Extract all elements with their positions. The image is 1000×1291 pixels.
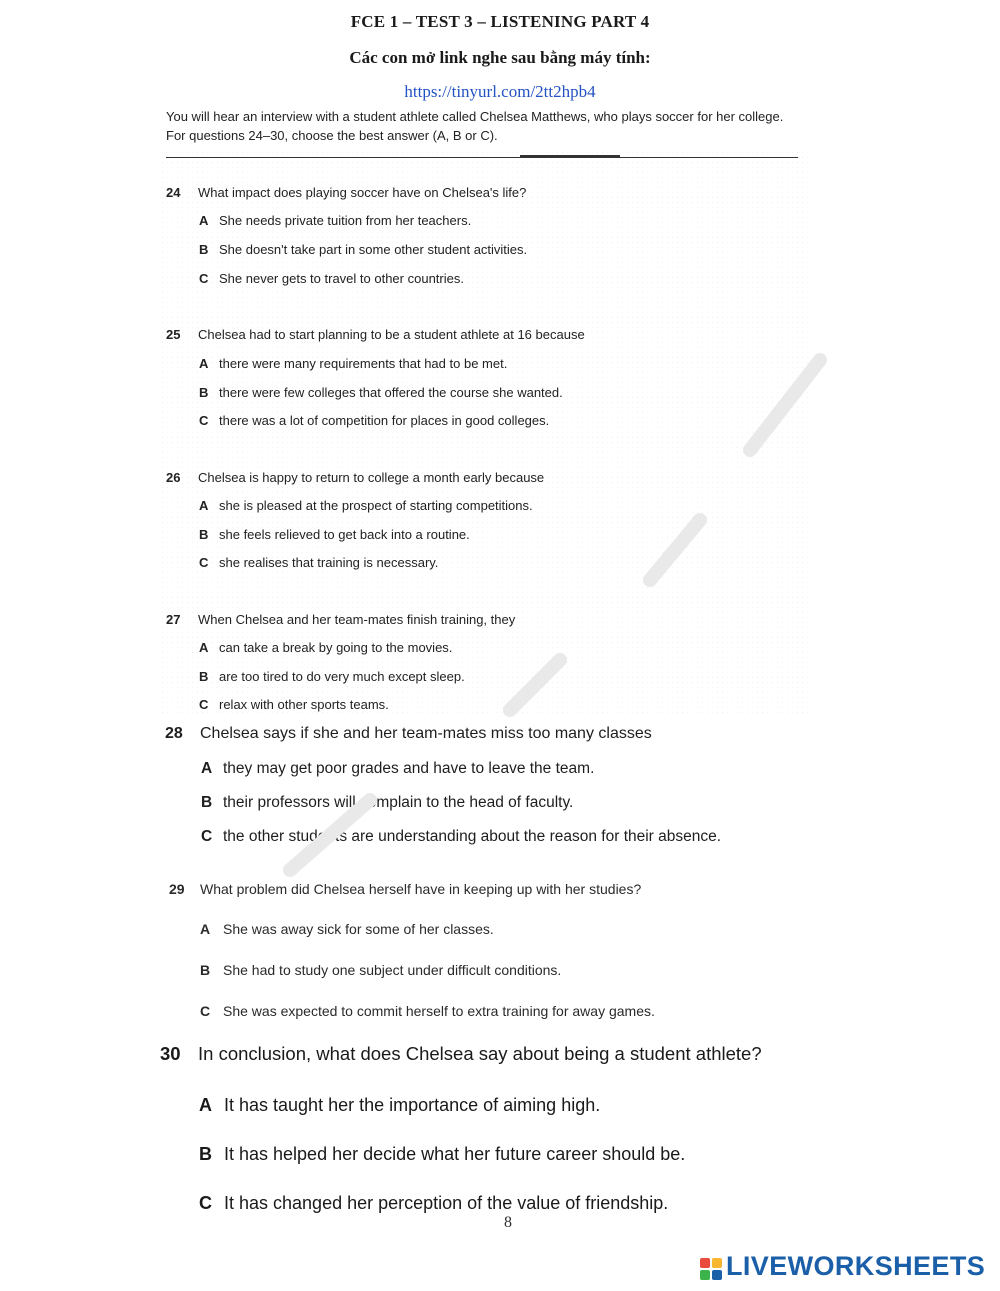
instructions: You will hear an interview with a student athlete called Chelsea Matthews, who plays soccer for her college. For questions 24–30, choose the best answer (A, B or C). — [166, 109, 784, 143]
question-stem: Chelsea is happy to return to college a month early because — [198, 470, 545, 485]
logo-cell — [700, 1258, 710, 1268]
option-text: she is pleased at the prospect of starting competitions. — [219, 498, 533, 513]
option-letter: B — [199, 527, 209, 542]
liveworksheets-logo — [700, 1251, 992, 1285]
option-letter: B — [200, 962, 211, 978]
divider-mark — [520, 155, 620, 157]
logo-cell — [700, 1270, 710, 1280]
option-text: their professors will complain to the head of faculty. — [223, 794, 574, 811]
logo-cell — [712, 1270, 722, 1280]
page-number: 8 — [504, 1214, 512, 1231]
option-text: She had to study one subject under difficult conditions. — [223, 962, 562, 978]
option-letter: C — [199, 697, 209, 712]
option-letter: A — [199, 213, 209, 228]
question-stem: What problem did Chelsea herself have in keeping up with her studies? — [200, 881, 642, 897]
option-text: there was a lot of competition for places in good colleges. — [219, 413, 550, 428]
option-letter: A — [199, 640, 209, 655]
option-letter: C — [201, 828, 213, 845]
option-letter: B — [199, 669, 209, 684]
option-text: She doesn't take part in some other student activities. — [219, 242, 528, 257]
question-stem: Chelsea says if she and her team-mates miss too many classes — [200, 725, 652, 742]
page-subtitle: Các con mở link nghe sau bằng máy tính: — [349, 48, 651, 67]
option-text: It has changed her perception of the value of friendship. — [224, 1193, 669, 1213]
option-letter: A — [199, 498, 209, 513]
scan-texture — [160, 150, 808, 715]
liveworksheets-icon — [700, 1258, 722, 1280]
option-text: relax with other sports teams. — [219, 697, 389, 712]
option-letter: B — [201, 794, 213, 811]
option-letter: A — [201, 760, 213, 777]
question-stem: What impact does playing soccer have on Chelsea's life? — [198, 185, 527, 200]
option-text: She never gets to travel to other countries. — [219, 271, 464, 286]
option-text: they may get poor grades and have to leave the team. — [223, 760, 595, 777]
question-number: 28 — [165, 725, 183, 742]
audio-link[interactable]: https://tinyurl.com/2tt2hpb4 — [404, 82, 596, 101]
option-text: she realises that training is necessary. — [219, 555, 439, 570]
option-text: can take a break by going to the movies. — [219, 640, 453, 655]
question-stem: Chelsea had to start planning to be a student athlete at 16 because — [198, 327, 585, 342]
question-stem: In conclusion, what does Chelsea say about being a student athlete? — [198, 1043, 762, 1064]
option-letter: C — [199, 555, 209, 570]
option-letter: B — [199, 385, 209, 400]
option-letter: C — [199, 413, 209, 428]
option-letter: C — [199, 1193, 212, 1213]
option-text: are too tired to do very much except sleep. — [219, 669, 465, 684]
option-letter: A — [199, 356, 209, 371]
option-letter: B — [199, 1144, 212, 1164]
option-letter: A — [199, 1095, 212, 1115]
option-text: It has taught her the importance of aiming high. — [224, 1095, 601, 1115]
option-text: she feels relieved to get back into a routine. — [219, 527, 470, 542]
option-letter: C — [200, 1003, 211, 1019]
question-number: 27 — [166, 612, 181, 627]
question-stem: When Chelsea and her team-mates finish training, they — [198, 612, 516, 627]
liveworksheets-wordmark: LIVEWORKSHEETS — [726, 1251, 986, 1281]
option-text: the other students are understanding about the reason for their absence. — [223, 828, 722, 845]
option-text: there were many requirements that had to be met. — [219, 356, 508, 371]
divider — [166, 157, 798, 158]
question-number: 24 — [166, 185, 181, 200]
logo-cell — [712, 1258, 722, 1268]
option-letter: A — [200, 921, 211, 937]
option-letter: B — [199, 242, 209, 257]
question-number: 30 — [160, 1043, 181, 1064]
page-title: FCE 1 – TEST 3 – LISTENING PART 4 — [350, 12, 650, 31]
option-text: She was expected to commit herself to extra training for away games. — [223, 1003, 655, 1019]
option-text: It has helped her decide what her future career should be. — [224, 1144, 686, 1164]
option-letter: C — [199, 271, 209, 286]
option-text: there were few colleges that offered the course she wanted. — [219, 385, 563, 400]
option-text: She was away sick for some of her classes. — [223, 921, 494, 937]
option-text: She needs private tuition from her teachers. — [219, 213, 472, 228]
question-number: 25 — [166, 327, 181, 342]
question-number: 29 — [169, 881, 185, 897]
question-number: 26 — [166, 470, 181, 485]
